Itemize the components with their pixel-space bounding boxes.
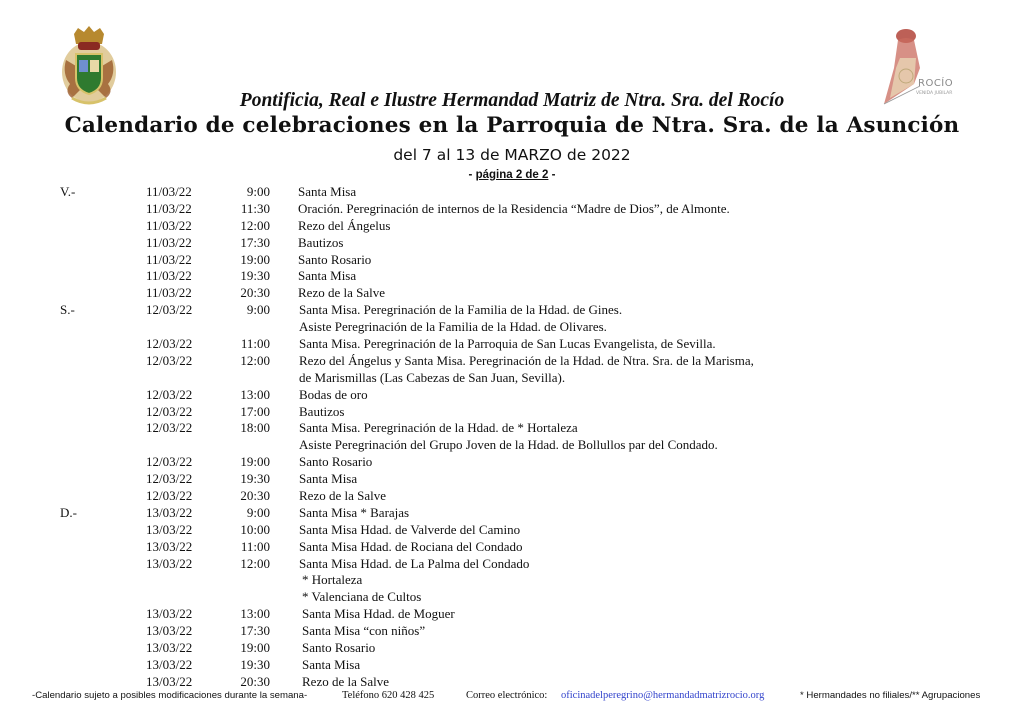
footer-legend: * Hermandades no filiales/** Agrupaciones [800, 690, 981, 701]
schedule-date: 13/03/22 [146, 606, 193, 622]
schedule-row [0, 640, 1024, 657]
schedule-row [0, 353, 1024, 370]
schedule-row [0, 522, 1024, 539]
schedule-row [0, 370, 1024, 387]
schedule-row [0, 539, 1024, 556]
schedule-time: 11:00 [240, 538, 270, 554]
schedule-date: 13/03/22 [146, 673, 193, 689]
schedule-description: Santa Misa Hdad. de Valverde del Camino [299, 521, 521, 537]
schedule-date: 13/03/22 [146, 504, 193, 520]
schedule-time: 11:00 [240, 336, 270, 352]
schedule-table [0, 184, 1024, 691]
schedule-time: 12:00 [240, 217, 270, 233]
schedule-row [0, 252, 1024, 269]
schedule-row [0, 184, 1024, 201]
footer-email-link[interactable]: oficinadelperegrino@hermandadmatrizrocio.org [561, 690, 765, 701]
schedule-time: 19:30 [240, 656, 270, 672]
schedule-description: Rezo de la Salve [298, 285, 385, 301]
schedule-date: 11/03/22 [146, 200, 192, 216]
schedule-description: Santo Rosario [302, 640, 376, 656]
schedule-description: Bautizos [299, 403, 345, 419]
schedule-time: 12:00 [240, 352, 270, 368]
schedule-date: 13/03/22 [146, 538, 193, 554]
schedule-date: 13/03/22 [146, 521, 193, 537]
schedule-row [0, 437, 1024, 454]
schedule-time: 17:30 [240, 234, 270, 250]
schedule-row [0, 235, 1024, 252]
schedule-row [0, 657, 1024, 674]
schedule-row [0, 556, 1024, 573]
schedule-time: 20:30 [240, 673, 270, 689]
schedule-description: Santa Misa * Barajas [299, 504, 410, 520]
brotherhood-name: Pontificia, Real e Ilustre Hermandad Matriz de Ntra. Sra. del Rocío [239, 90, 785, 111]
schedule-time: 11:30 [240, 200, 270, 216]
schedule-description: * Hortaleza [302, 572, 363, 588]
schedule-day: V.- [60, 184, 76, 199]
schedule-row [0, 319, 1024, 336]
schedule-description: * Valenciana de Cultos [302, 589, 422, 605]
schedule-time: 17:00 [240, 403, 270, 419]
page-indicator [0, 169, 1024, 181]
schedule-date: 12/03/22 [146, 471, 193, 487]
schedule-day: D.- [60, 504, 77, 520]
schedule-date: 11/03/22 [146, 251, 192, 267]
rocio-logo-subtext: VENIDA JUBILAR [916, 91, 953, 96]
date-range: del 7 al 13 de MARZO de 2022 [393, 146, 631, 164]
schedule-time: 9:00 [246, 504, 270, 520]
schedule-description: Asiste Peregrinación del Grupo Joven de la Hdad. de Bollullos par del Condado. [299, 437, 718, 453]
page-label: página 2 de 2 [475, 169, 549, 181]
footer-email-label: Correo electrónico: [466, 690, 548, 701]
schedule-description: Santo Rosario [298, 251, 372, 267]
rocio-logo-text: ROCÍO [918, 78, 954, 89]
schedule-description: Asiste Peregrinación de la Familia de la Hdad. de Olivares. [299, 319, 607, 335]
footer [0, 690, 1024, 704]
schedule-date: 12/03/22 [146, 420, 193, 436]
schedule-row [0, 488, 1024, 505]
schedule-description: Santa Misa. Peregrinación de la Parroquia de San Lucas Evangelista, de Sevilla. [299, 336, 716, 352]
schedule-row [0, 589, 1024, 606]
schedule-time: 9:00 [246, 302, 270, 318]
schedule-row [0, 454, 1024, 471]
schedule-row [0, 387, 1024, 404]
schedule-row [0, 606, 1024, 623]
page-prefix: - [468, 169, 476, 181]
schedule-row [0, 218, 1024, 235]
schedule-date: 12/03/22 [146, 302, 193, 318]
schedule-time: 9:00 [246, 184, 270, 199]
schedule-row [0, 572, 1024, 589]
schedule-time: 13:00 [240, 386, 270, 402]
schedule-description: de Marismillas (Las Cabezas de San Juan, Sevilla). [299, 369, 566, 385]
page-suffix: - [548, 169, 556, 181]
schedule-time: 12:00 [240, 555, 270, 571]
schedule-time: 18:00 [240, 420, 270, 436]
schedule-time: 19:00 [240, 454, 270, 470]
schedule-date: 12/03/22 [146, 403, 193, 419]
schedule-description: Santa Misa “con niños” [302, 623, 426, 639]
schedule-time: 19:00 [240, 640, 270, 656]
schedule-time: 19:30 [240, 268, 270, 284]
schedule-time: 20:30 [240, 488, 270, 504]
schedule-description: Rezo de la Salve [299, 488, 386, 504]
schedule-row [0, 302, 1024, 319]
schedule-row [0, 404, 1024, 421]
schedule-description: Santa Misa [299, 471, 358, 487]
schedule-description: Santa Misa [302, 656, 361, 672]
schedule-date: 13/03/22 [146, 640, 193, 656]
schedule-description: Santa Misa Hdad. de La Palma del Condado [299, 555, 530, 571]
schedule-row [0, 420, 1024, 437]
schedule-description: Bautizos [298, 234, 344, 250]
schedule-date: 12/03/22 [146, 386, 193, 402]
schedule-date: 11/03/22 [146, 234, 192, 250]
schedule-description: Santa Misa Hdad. de Moguer [302, 606, 455, 622]
schedule-time: 10:00 [240, 521, 270, 537]
schedule-description: Oración. Peregrinación de internos de la Residencia “Madre de Dios”, de Almonte. [298, 200, 730, 216]
schedule-row [0, 505, 1024, 522]
schedule-date: 11/03/22 [146, 285, 192, 301]
schedule-date: 11/03/22 [146, 268, 192, 284]
schedule-time: 13:00 [240, 606, 270, 622]
schedule-description: Rezo del Ángelus [298, 217, 391, 233]
schedule-row [0, 674, 1024, 691]
schedule-row [0, 623, 1024, 640]
schedule-day: S.- [60, 302, 75, 318]
schedule-date: 12/03/22 [146, 336, 193, 352]
schedule-date: 11/03/22 [146, 184, 192, 199]
schedule-description: Santa Misa Hdad. de Rociana del Condado [299, 538, 523, 554]
schedule-row [0, 201, 1024, 218]
page-title: Calendario de celebraciones en la Parroquia de Ntra. Sra. de la Asunción [64, 113, 960, 138]
schedule-date: 12/03/22 [146, 488, 193, 504]
schedule-date: 13/03/22 [146, 555, 193, 571]
schedule-row [0, 471, 1024, 488]
schedule-date: 13/03/22 [146, 656, 193, 672]
schedule-time: 19:30 [240, 471, 270, 487]
schedule-time: 20:30 [240, 285, 270, 301]
schedule-date: 13/03/22 [146, 623, 193, 639]
footer-phone: Teléfono 620 428 425 [342, 690, 435, 701]
schedule-time: 19:00 [240, 251, 270, 267]
schedule-description: Santa Misa. Peregrinación de la Familia de la Hdad. de Gines. [299, 302, 623, 318]
schedule-date: 12/03/22 [146, 352, 193, 368]
schedule-description: Rezo del Ángelus y Santa Misa. Peregrinación de la Hdad. de Ntra. Sra. de la Marisma, [299, 352, 754, 368]
schedule-row [0, 336, 1024, 353]
schedule-row [0, 285, 1024, 302]
schedule-date: 11/03/22 [146, 217, 192, 233]
schedule-row [0, 268, 1024, 285]
schedule-description: Santa Misa [298, 184, 357, 199]
footer-note: -Calendario sujeto a posibles modificaciones durante la semana- [32, 690, 308, 701]
schedule-time: 17:30 [240, 623, 270, 639]
schedule-description: Santa Misa. Peregrinación de la Hdad. de * Hortaleza [299, 420, 578, 436]
schedule-description: Santo Rosario [299, 454, 373, 470]
schedule-date: 12/03/22 [146, 454, 193, 470]
schedule-description: Rezo de la Salve [302, 673, 389, 689]
schedule-description: Bodas de oro [299, 386, 368, 402]
schedule-description: Santa Misa [298, 268, 357, 284]
